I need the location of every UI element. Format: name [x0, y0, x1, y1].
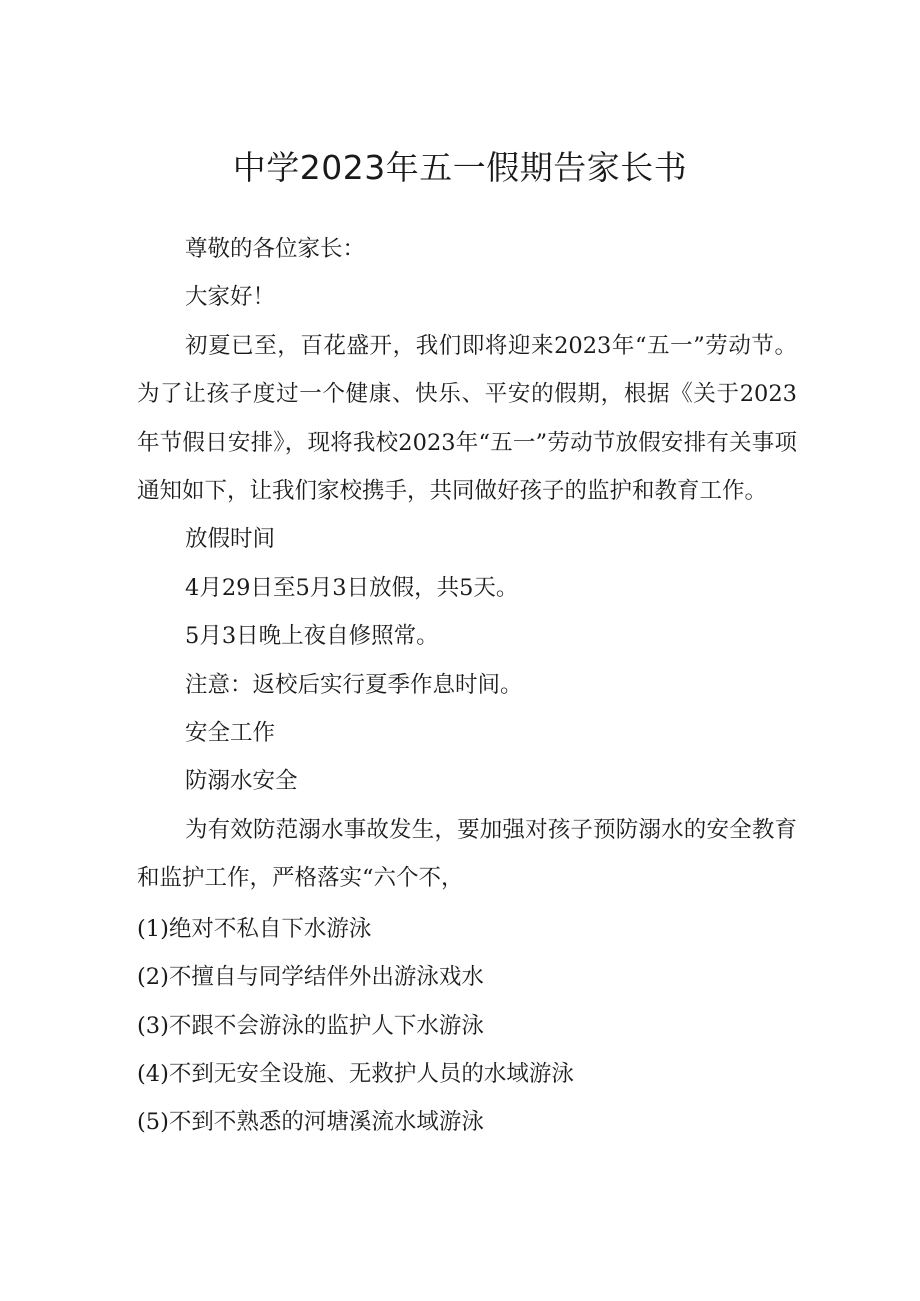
- intro-paragraph: 初夏已至，百花盛开，我们即将迎来2023年“五一”劳动节。为了让孩子度过一个健康、快乐、平安的假期，根据《关于2023年节假日安排》，现将我校2023年“五一”劳动节放假安排有关事项通知如下，让我们家校携手，共同做好孩子的监护和教育工作。: [137, 332, 797, 505]
- safety-heading: 安全工作: [185, 720, 276, 747]
- drowning-intro: 为有效防范溺水事故发生，要加强对孩子预防溺水的安全教育和监护工作，严格落实“六个不，: [137, 816, 797, 892]
- schedule-note: 注意：返校后实行夏季作息时间。: [185, 671, 523, 698]
- rule-item: (5)不到不熟悉的河塘溪流水域游泳: [137, 1109, 484, 1136]
- holiday-dates: 4月29日至5月3日放假，共5天。: [185, 574, 519, 601]
- rule-item: (4)不到无安全设施、无救护人员的水域游泳: [137, 1060, 574, 1087]
- evening-study-note: 5月3日晚上夜自修照常。: [185, 623, 439, 650]
- rule-item: (2)不擅自与同学结伴外出游泳戏水: [137, 964, 484, 991]
- drowning-heading: 防溺水安全: [185, 768, 298, 795]
- rule-item: (3)不跟不会游泳的监护人下水游泳: [137, 1012, 484, 1039]
- rule-item: (1)绝对不私自下水游泳: [137, 915, 372, 942]
- document-body: [137, 225, 797, 1147]
- salutation: 尊敬的各位家长：: [185, 236, 366, 262]
- holiday-heading: 放假时间: [185, 526, 276, 553]
- document-title: 中学2023年五一假期告家长书: [232, 148, 688, 187]
- greeting: 大家好！: [185, 284, 276, 311]
